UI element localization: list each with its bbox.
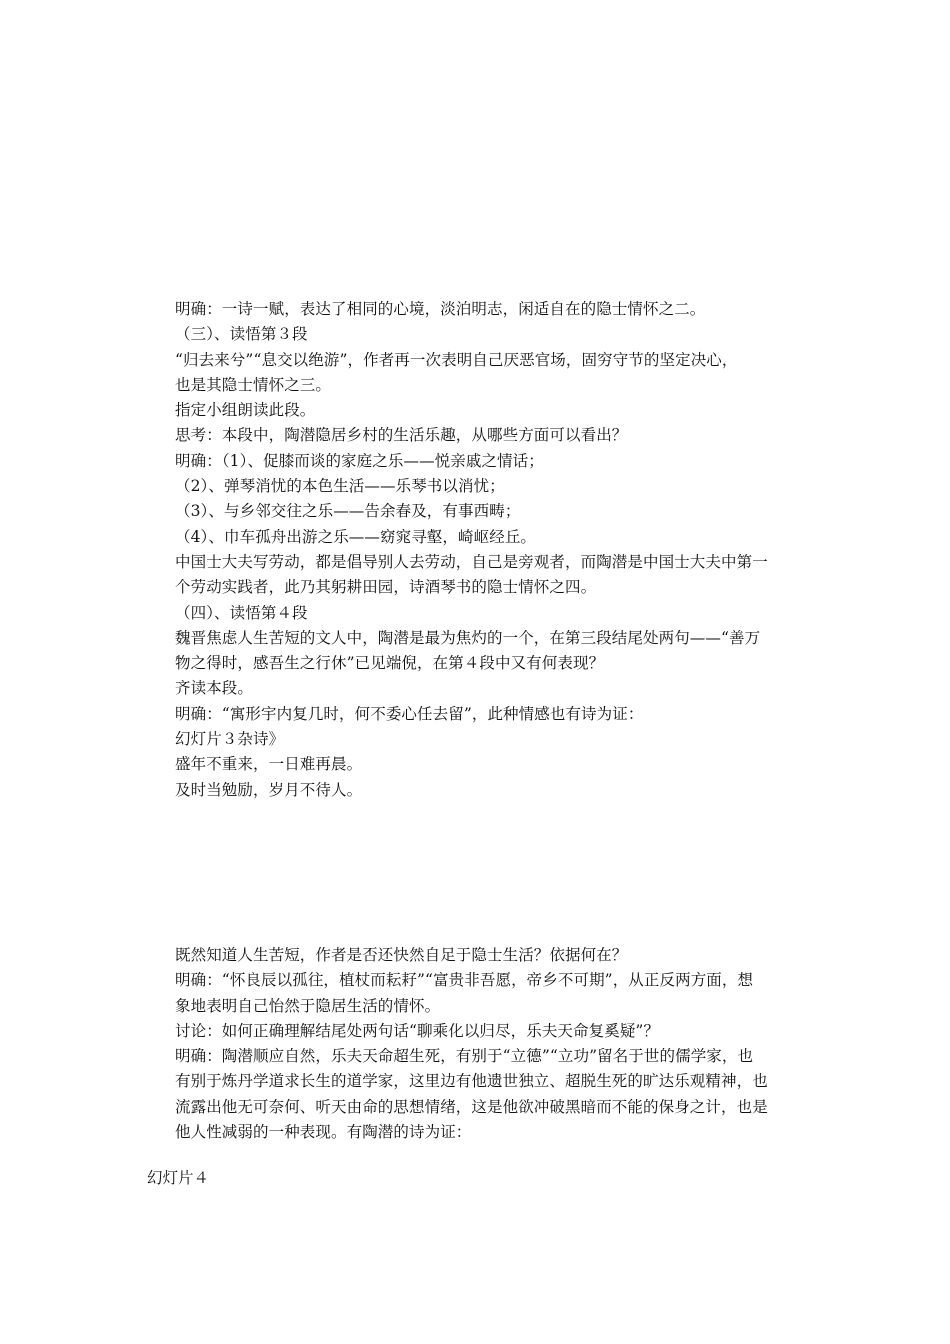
poem-line: 及时当勉励，岁月不待人。 <box>175 780 363 799</box>
text-line: （2）、弹琴消忧的本色生活——乐琴书以消忧； <box>175 477 505 496</box>
text-section-1 <box>175 297 815 803</box>
text-line: 讨论：如何正确理解结尾处两句话“聊乘化以归尽，乐夫天命复奚疑”？ <box>175 1021 660 1040</box>
text-line: 象地表明自己怡然于隐居生活的情怀。 <box>175 996 441 1015</box>
text-section-2 <box>175 943 815 1145</box>
text-line: （4）、巾车孤舟出游之乐——窈窕寻壑，崎岖经丘。 <box>175 527 537 546</box>
text-line: 思考：本段中，陶潜隐居乡村的生活乐趣，从哪些方面可以看出？ <box>175 426 628 445</box>
section-heading-4: （四）、读悟第４段 <box>175 603 308 622</box>
text-line: （3）、与乡邻交往之乐——告余春及，有事西畴； <box>175 502 521 521</box>
text-line: 明确：（1）、促膝而谈的家庭之乐——悦亲戚之情话； <box>175 451 544 470</box>
slide-label: 幻灯片４ <box>147 1169 210 1187</box>
text-line: 中国士大夫写劳动，都是倡导别人去劳动，自己是旁观者，而陶潜是中国士大夫中第一 <box>175 552 768 571</box>
text-line: 物之得时，感吾生之行休”已见端倪，在第４段中又有何表现？ <box>175 654 605 673</box>
text-line: 个劳动实践者，此乃其躬耕田园，诗酒琴书的隐士情怀之四。 <box>175 578 597 597</box>
text-line: 指定小组朗读此段。 <box>175 401 316 420</box>
text-line: 他人性减弱的一种表现。有陶潜的诗为证： <box>175 1123 472 1142</box>
text-line: 明确：陶潜顺应自然，乐夫天命超生死，有别于“立德”“立功”留名于世的儒学家，也 <box>175 1047 754 1066</box>
text-line: 魏晋焦虑人生苦短的文人中，陶潜是最为焦灼的一个，在第三段结尾处两句——“善万 <box>175 628 761 647</box>
text-line: 明确：“寓形宇内复几时，何不委心任去留”，此种情感也有诗为证： <box>175 704 644 723</box>
text-line: 也是其隐士情怀之三。 <box>175 375 332 394</box>
slide-reference: 幻灯片３杂诗》 <box>175 730 285 749</box>
text-line: 既然知道人生苦短，作者是否还快然自足于隐士生活？依据何在？ <box>175 946 628 964</box>
text-line: 明确：一诗一赋，表达了相同的心境，淡泊明志，闲适自在的隐士情怀之二。 <box>175 300 706 318</box>
text-line: 流露出他无可奈何、听天由命的思想情绪，这是他欲冲破黑暗而不能的保身之计，也是 <box>175 1097 768 1116</box>
section-heading-3: （三）、读悟第３段 <box>175 325 308 344</box>
text-line: 有别于炼丹学道求长生的道学家，这里边有他遗世独立、超脱生死的旷达乐观精神，也 <box>175 1072 768 1091</box>
text-line: 齐读本段。 <box>175 679 254 698</box>
poem-line: 盛年不重来，一日难再晨。 <box>175 755 363 774</box>
text-line: 明确：“怀良辰以孤往，植杖而耘耔”“富贵非吾愿，帝乡不可期”，从正反两方面，想 <box>175 971 754 990</box>
text-line: “归去来兮”“息交以绝游”，作者再一次表明自己厌恶官场，固穷守节的坚定决心， <box>175 350 738 369</box>
